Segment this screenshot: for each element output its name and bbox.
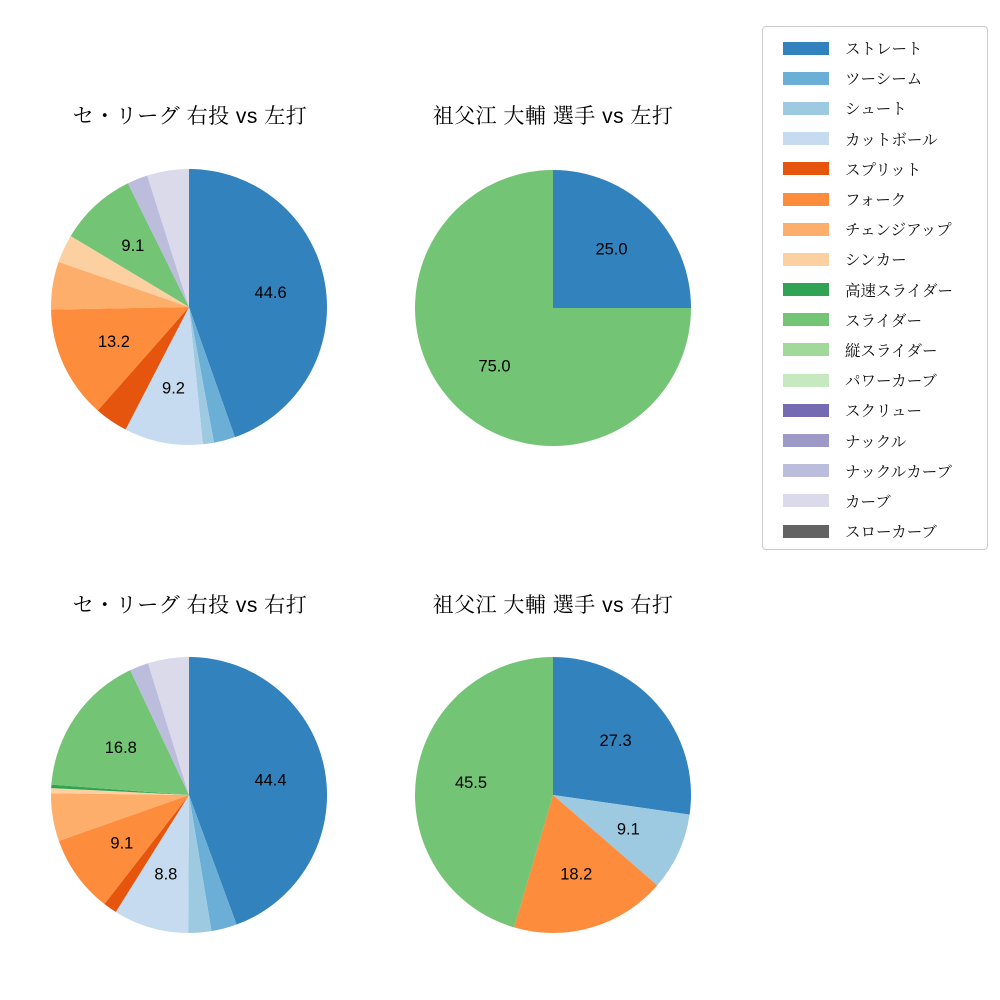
legend-item xyxy=(763,63,987,93)
chart-title-league-vs-left: セ・リーグ 右投 vs 左打 xyxy=(72,105,308,128)
legend-label: カットボール xyxy=(845,131,938,149)
chart-title-league-vs-right: セ・リーグ 右投 vs 右打 xyxy=(72,594,308,617)
legend-swatch-icon xyxy=(783,253,829,266)
pie-percent-label: 9.1 xyxy=(616,820,640,839)
legend-label: 縦スライダー xyxy=(845,342,938,360)
legend-label: スクリュー xyxy=(845,403,923,421)
pie-chart-player-vs-left xyxy=(403,158,703,458)
pie-percent-label: 45.5 xyxy=(454,774,488,793)
legend-swatch-icon xyxy=(783,313,829,326)
pie-percent-label: 9.1 xyxy=(121,237,145,256)
legend-item xyxy=(763,516,987,546)
legend-swatch-icon xyxy=(783,494,829,507)
pie-percent-label: 75.0 xyxy=(478,357,511,376)
legend-item xyxy=(763,154,987,184)
legend-label: カーブ xyxy=(845,493,891,511)
legend-swatch-icon xyxy=(783,162,829,175)
legend-item xyxy=(763,244,987,274)
legend-label: スローカーブ xyxy=(845,524,937,542)
legend-swatch-icon xyxy=(783,193,829,206)
legend-item xyxy=(763,124,987,154)
legend-swatch-icon xyxy=(783,283,829,296)
legend-swatch-icon xyxy=(783,343,829,356)
legend-label: スライダー xyxy=(845,312,923,330)
legend-label: シュート xyxy=(845,101,907,119)
pie-percent-label: 13.2 xyxy=(97,332,130,351)
legend-item xyxy=(763,305,987,335)
legend-item xyxy=(763,425,987,455)
pie-percent-label: 18.2 xyxy=(560,865,593,884)
legend-swatch-icon xyxy=(783,72,829,85)
legend-swatch-icon xyxy=(783,42,829,55)
legend-item xyxy=(763,395,987,425)
legend-label: ナックルカーブ xyxy=(845,463,952,481)
legend-label: チェンジアップ xyxy=(845,222,952,240)
pie-percent-label: 16.8 xyxy=(104,739,137,757)
legend-item xyxy=(763,214,987,244)
legend-label: ナックル xyxy=(845,433,907,451)
legend-item xyxy=(763,486,987,516)
pie-percent-label: 44.6 xyxy=(254,284,287,302)
legend-swatch-icon xyxy=(783,132,829,145)
legend-swatch-icon xyxy=(783,464,829,477)
pie-chart-league-vs-left xyxy=(39,157,339,457)
legend-swatch-icon xyxy=(783,434,829,447)
legend-swatch-icon xyxy=(783,404,829,417)
legend-item xyxy=(763,93,987,123)
legend-label: パワーカーブ xyxy=(845,373,937,391)
pie-percent-label: 9.1 xyxy=(110,834,134,853)
legend-item xyxy=(763,275,987,305)
legend-item xyxy=(763,456,987,486)
legend-label: 高速スライダー xyxy=(845,282,954,300)
pie-percent-label: 8.8 xyxy=(154,865,178,884)
legend-item xyxy=(763,365,987,395)
pie-percent-label: 27.3 xyxy=(599,731,632,750)
legend-box xyxy=(762,26,988,550)
pie-percent-label: 25.0 xyxy=(595,240,628,259)
legend-items xyxy=(763,33,987,546)
chart-title-player-vs-right: 祖父江 大輔 選手 vs 右打 xyxy=(432,594,674,617)
legend-swatch-icon xyxy=(783,223,829,236)
pie-slice xyxy=(553,170,691,308)
legend-label: スプリット xyxy=(845,161,922,179)
chart-title-player-vs-left: 祖父江 大輔 選手 vs 左打 xyxy=(432,105,674,128)
legend-label: ツーシーム xyxy=(845,71,923,89)
pie-percent-label: 9.2 xyxy=(162,379,185,398)
legend-label: フォーク xyxy=(845,192,907,210)
pie-chart-league-vs-right xyxy=(39,645,339,945)
legend-item xyxy=(763,335,987,365)
legend-swatch-icon xyxy=(783,525,829,538)
legend-swatch-icon xyxy=(783,374,829,387)
pie-percent-label: 44.4 xyxy=(254,771,287,790)
legend-label: ストレート xyxy=(845,41,923,59)
pie-chart-player-vs-right xyxy=(403,645,703,945)
legend-swatch-icon xyxy=(783,102,829,115)
legend-item xyxy=(763,184,987,214)
legend-item xyxy=(763,33,987,63)
legend-label: シンカー xyxy=(845,252,907,270)
